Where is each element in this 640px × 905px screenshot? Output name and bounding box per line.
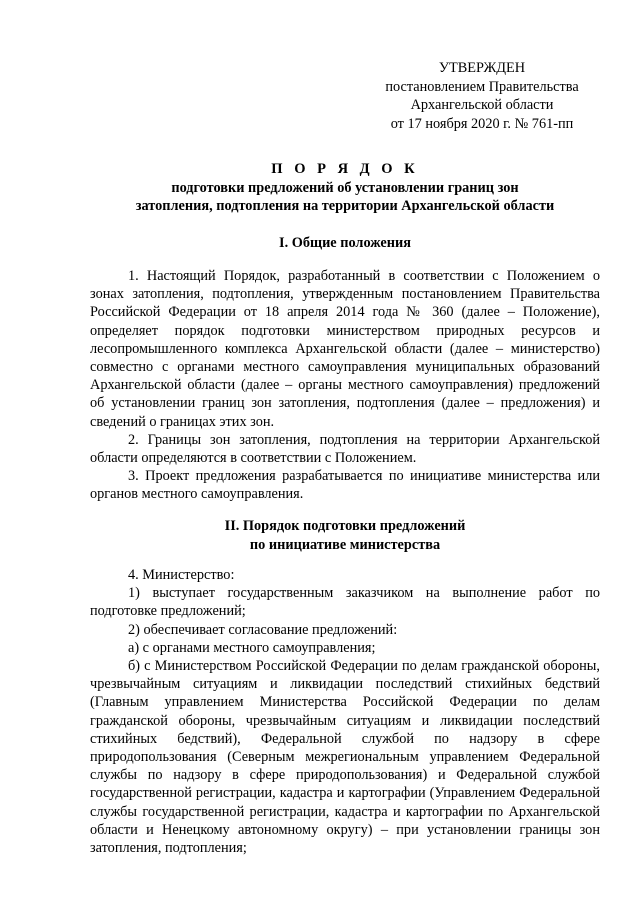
title-subtitle-2: затопления, подтопления на территории Архангельской области xyxy=(135,198,555,214)
document-title xyxy=(90,160,600,216)
paragraph: 2) обеспечивает согласование предложений: xyxy=(128,621,398,638)
approval-region: Архангельской области xyxy=(410,97,554,113)
paragraph: 3. Проект предложения разрабатывается по инициативе министерства или органов местного самоуправления. xyxy=(90,468,600,503)
title-main: П О Р Я Д О К xyxy=(271,161,419,177)
approval-date: от 17 ноября 2020 г. № 761-пп xyxy=(390,115,574,132)
section-2-heading xyxy=(90,517,600,554)
approval-stamp xyxy=(352,59,612,133)
approval-resolution: постановлением Правительства xyxy=(385,78,579,95)
section-1-body xyxy=(90,267,600,504)
approval-title: УТВЕРЖДЕН xyxy=(438,60,526,76)
section-2-heading-line-1: II. Порядок подготовки предложений xyxy=(224,518,466,534)
section-1-heading xyxy=(90,234,600,253)
section-2-body xyxy=(90,566,600,857)
paragraph: б) с Министерством Российской Федерации по делам гражданской обороны, чрезвычайным ситуациям и ликвидации последствий стихийных бедствий (Главным управлением Министерства Российской Федерации по делам гражданской обороны, чрезвычайным ситуациям и ликвидации последствий стихийных бедствий), Федеральной службой по надзору в сфере природопользования (Северным межрегиональным управлением Федеральной службы по надзору в сфере природопользования) и Федеральной службой государственной регистрации, кадастра и картографии (Управлением Федеральной службы государственной регистрации, кадастра и картографии по Архангельской области и Ненецкому автономному округу) – при установлении границы зон затопления, подтопления; xyxy=(90,658,600,857)
paragraph: 4. Министерство: xyxy=(128,567,235,583)
section-2-heading-line-2: по инициативе министерства xyxy=(249,536,441,553)
section-1-heading-text: I. Общие положения xyxy=(279,235,411,251)
paragraph: 1. Настоящий Порядок, разработанный в соответствии с Положением о зонах затопления, подтопления, утвержденным постановлением Правительства Российской Федерации от 18 апреля 2014 года № 360 (далее – Положение), определяет порядок подготовки министерством природных ресурсов и лесопромышленного комплекса Архангельской области (далее – министерство) совместно с органами местного самоуправления муниципальных образований Архангельской области (далее – органы местного самоуправления) предложений об установлении границ зон затопления, подтопления (далее – предложения) и сведений о границах этих зон. xyxy=(90,268,600,430)
title-subtitle-1: подготовки предложений об установлении границ зон xyxy=(171,179,519,196)
paragraph: 2. Границы зон затопления, подтопления на территории Архангельской области определяются в соответствии с Положением. xyxy=(90,431,600,467)
paragraph: а) с органами местного самоуправления; xyxy=(128,639,376,656)
paragraph: 1) выступает государственным заказчиком на выполнение работ по подготовке предложений; xyxy=(90,585,600,620)
